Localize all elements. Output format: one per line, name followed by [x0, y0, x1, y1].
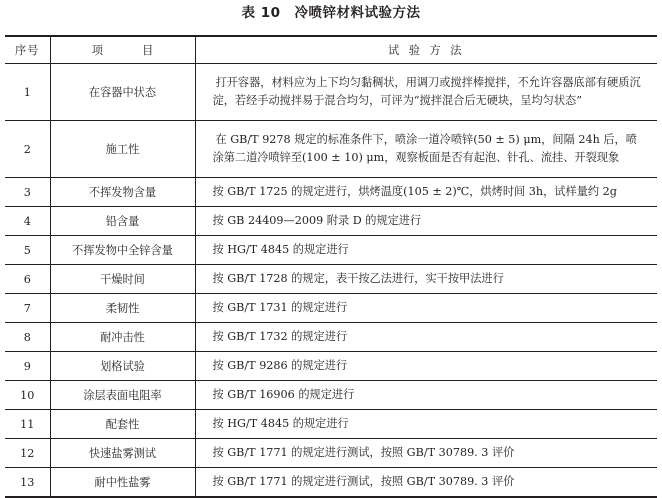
row-item: 耐中性盐雾	[50, 468, 195, 498]
row-no: 11	[5, 410, 50, 439]
row-no: 13	[5, 468, 50, 498]
row-method: 按 GB/T 1725 的规定进行，烘烤温度(105 ± 2)℃，烘烤时间 3h，试样量约 2g	[195, 178, 657, 207]
header-method: 试 验 方 法	[195, 36, 657, 64]
row-item: 划格试验	[50, 352, 195, 381]
row-item: 铅含量	[50, 207, 195, 236]
row-method: 打开容器，材料应为上下均匀黏稠状，用调刀或搅拌棒搅拌，不允许容器底部有硬质沉淀，若经手动搅拌易于混合均匀，可评为“搅拌混合后无硬块，呈均匀状态”	[195, 64, 657, 121]
row-no: 2	[5, 121, 50, 178]
row-item: 涂层表面电阻率	[50, 381, 195, 410]
row-method: 按 GB/T 1771 的规定进行测试，按照 GB/T 30789. 3 评价	[195, 439, 657, 468]
row-no: 1	[5, 64, 50, 121]
table-row	[5, 410, 657, 439]
row-method: 按 GB/T 16906 的规定进行	[195, 381, 657, 410]
table-row	[5, 381, 657, 410]
row-method: 按 HG/T 4845 的规定进行	[195, 236, 657, 265]
table-row	[5, 236, 657, 265]
row-item: 配套性	[50, 410, 195, 439]
test-methods-table	[5, 35, 657, 498]
row-item: 快速盐雾测试	[50, 439, 195, 468]
row-no: 3	[5, 178, 50, 207]
row-item: 干燥时间	[50, 265, 195, 294]
row-no: 8	[5, 323, 50, 352]
row-no: 6	[5, 265, 50, 294]
row-method: 按 GB/T 1728 的规定，表干按乙法进行，实干按甲法进行	[195, 265, 657, 294]
row-method: 按 GB/T 9286 的规定进行	[195, 352, 657, 381]
row-item: 不挥发物中全锌含量	[50, 236, 195, 265]
row-method: 在 GB/T 9278 规定的标准条件下，喷涂一道冷喷锌(50 ± 5) μm，间隔 24h 后，喷涂第二道冷喷锌至(100 ± 10) μm，观察板面是否有起泡、针孔、流挂、开裂现象	[195, 121, 657, 178]
table-row	[5, 265, 657, 294]
table-row	[5, 178, 657, 207]
row-no: 10	[5, 381, 50, 410]
header-no: 序号	[5, 36, 50, 64]
row-item: 柔韧性	[50, 294, 195, 323]
row-no: 12	[5, 439, 50, 468]
row-method: 按 GB/T 1732 的规定进行	[195, 323, 657, 352]
table-row	[5, 121, 657, 178]
table-row	[5, 352, 657, 381]
row-method: 按 GB 24409—2009 附录 D 的规定进行	[195, 207, 657, 236]
row-item: 耐冲击性	[50, 323, 195, 352]
row-no: 5	[5, 236, 50, 265]
table-row	[5, 294, 657, 323]
row-no: 7	[5, 294, 50, 323]
table-row	[5, 439, 657, 468]
table-header-row	[5, 36, 657, 64]
row-no: 4	[5, 207, 50, 236]
table-caption: 表 10 冷喷锌材料试验方法	[241, 5, 421, 21]
row-item: 不挥发物含量	[50, 178, 195, 207]
row-method: 按 HG/T 4845 的规定进行	[195, 410, 657, 439]
table-row	[5, 323, 657, 352]
row-method: 按 GB/T 1771 的规定进行测试，按照 GB/T 30789. 3 评价	[195, 468, 657, 498]
row-no: 9	[5, 352, 50, 381]
row-method: 按 GB/T 1731 的规定进行	[195, 294, 657, 323]
row-item: 在容器中状态	[50, 64, 195, 121]
row-item: 施工性	[50, 121, 195, 178]
table-row	[5, 207, 657, 236]
table-row	[5, 64, 657, 121]
table-row	[5, 468, 657, 498]
header-item: 项 目	[50, 36, 195, 64]
